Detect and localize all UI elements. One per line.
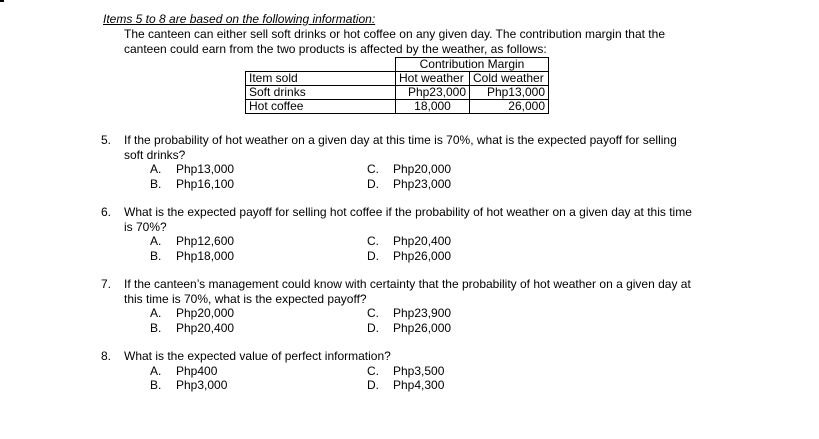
option-text: Php20,000 [393,162,452,176]
option-d [367,378,444,393]
table-cell: 18,000 [396,100,470,114]
question-line: If the canteen’s management could know with certainty that the probability of hot weather on a given day at [124,277,691,291]
question-line: What is the expected payoff for selling hot coffee if the probability of hot weather on a given day at this time [124,205,692,219]
option-d [367,177,451,192]
option-letter: A. [150,234,162,248]
question-line: is 70%? [124,219,167,234]
option-text: Php23,900 [393,306,452,320]
option-letter: A. [150,162,162,176]
option-letter: B. [150,176,162,191]
table-group-header: Contribution Margin [396,58,549,72]
option-text: Php4,300 [393,378,445,392]
table-cell: Hot coffee [246,100,396,114]
option-text: Php400 [176,363,218,378]
option-text: Php26,000 [393,320,452,335]
option-b [150,177,234,192]
option-c [367,234,451,249]
option-text: Php3,000 [176,378,228,392]
option-b [150,378,227,393]
question-line: this time is 70%, what is the expected payoff? [124,291,367,306]
option-text: Php23,000 [393,176,452,191]
option-a [150,234,234,249]
option-c [367,306,451,321]
question-number: 5. [101,133,112,147]
option-letter: D. [367,248,379,263]
table-cell: Php13,000 [470,86,549,100]
option-d [367,321,451,336]
option-text: Php3,500 [393,363,445,378]
question-text [124,277,709,306]
option-text: Php20,400 [176,320,235,335]
question-line: What is the expected value of perfect information? [124,349,391,363]
option-c [367,364,444,379]
option-letter: D. [367,378,379,392]
intro-line: The canteen can either sell soft drinks or hot coffee on any given day. The contribution margin that the [124,27,665,41]
intro-paragraph [124,27,709,56]
table-header-cell: Cold weather [470,72,549,86]
question-line: If the probability of hot weather on a given day at this time is 70%, what is the expected payoff for selling [124,133,677,147]
intro-line: canteen could earn from the two products is affected by the weather, as follows: [124,41,547,56]
option-text: Php13,000 [176,162,235,176]
option-letter: C. [367,363,379,378]
question-number: 7. [101,277,112,291]
option-letter: A. [150,306,162,320]
option-text: Php16,100 [176,176,235,191]
option-letter: D. [367,176,379,191]
option-letter: C. [367,234,379,248]
table-blank-cell [246,58,396,72]
option-letter: D. [367,320,379,335]
table-cell: Soft drinks [246,86,396,100]
option-text: Php26,000 [393,248,452,263]
option-b [150,321,234,336]
table-row [246,86,549,100]
option-c [367,162,451,177]
question-text [124,205,709,234]
option-letter: C. [367,162,379,176]
option-letter: A. [150,363,162,378]
question-text [124,133,709,162]
option-letter: B. [150,378,162,392]
option-b [150,249,234,264]
question-text [124,349,709,364]
option-letter: B. [150,320,162,335]
option-text: Php12,600 [176,234,235,248]
option-d [367,249,451,264]
table-header-cell: Item sold [246,72,396,86]
question-number: 8. [101,349,112,363]
option-letter: B. [150,248,162,263]
table-header-cell: Hot weather [396,72,470,86]
option-text: Php18,000 [176,248,235,263]
section-heading: Items 5 to 8 are based on the following information: [103,12,376,26]
table-row [246,100,549,114]
table-cell: Php23,000 [396,86,470,100]
option-letter: C. [367,306,379,320]
option-a [150,364,217,379]
table-group-header-row [246,58,549,72]
option-a [150,306,234,321]
table-cell: 26,000 [470,100,549,114]
question-number: 6. [101,205,112,219]
option-text: Php20,000 [176,306,235,320]
question-line: soft drinks? [124,147,186,162]
table-header-row [246,72,549,86]
option-a [150,162,234,177]
contribution-margin-table [245,57,549,114]
option-text: Php20,400 [393,234,452,248]
edge-mark [0,0,4,2]
